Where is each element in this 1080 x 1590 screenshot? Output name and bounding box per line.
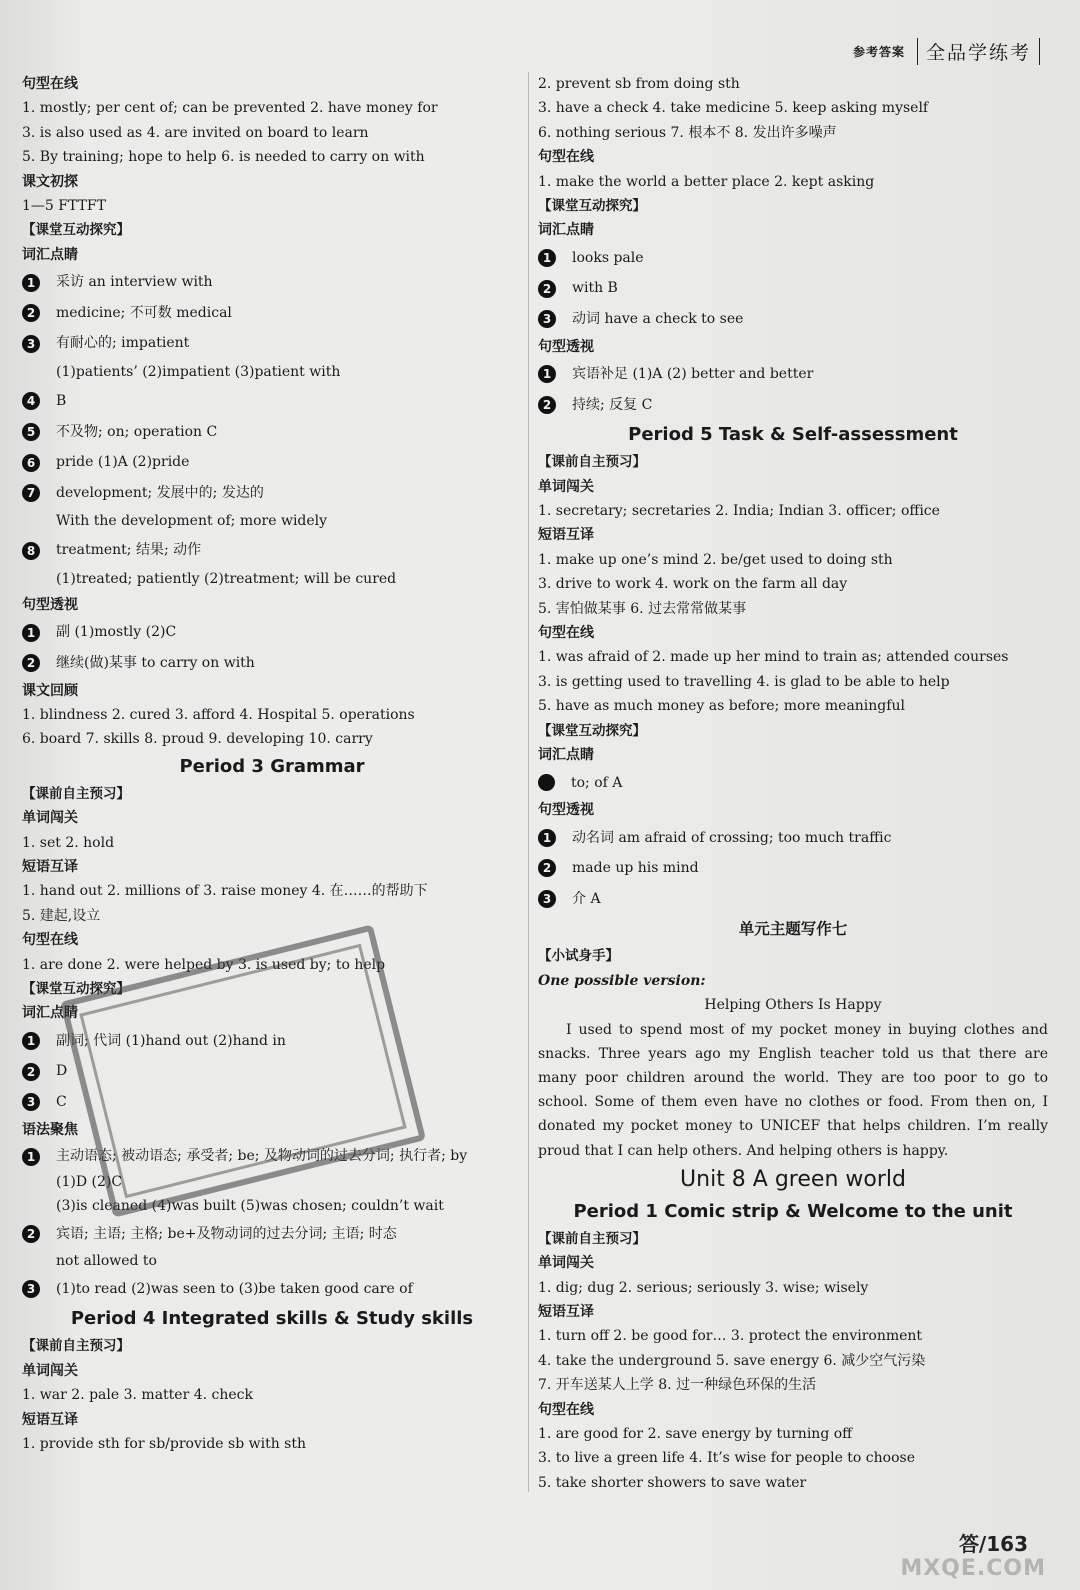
vocab-item: 2 with B (538, 273, 1048, 304)
answer-line: 1. hand out 2. millions of 3. raise money 4. 在……的帮助下 (22, 883, 428, 900)
vocab-item: 5 不及物; on; operation C (22, 417, 522, 448)
period-title: Period 3 Grammar (179, 755, 365, 777)
section-heading: 课文初探 (22, 173, 78, 190)
answer-line: 3. to live a green life 4. It’s wise for people to choose (538, 1450, 915, 1467)
vocab-item: 3 动词 have a check to see (538, 304, 1048, 335)
pattern-item: 2 made up his mind (538, 853, 1048, 884)
item-number: 1 (538, 829, 556, 847)
vocab-item: 1 采访 an interview with (22, 267, 522, 298)
item-number: 2 (538, 396, 556, 414)
essay-body: I used to spend most of my pocket money in buying clothes and snacks. Three years ago my English teacher told us that there are many poor children around the world. They are too poor to go to school. Some of them even have no clothes or food. From then on, I donated my pocket money to UNICEF that helps children. I’m really proud that I can help others. And helping others is happy. (538, 1021, 1048, 1159)
column-divider (528, 72, 529, 1492)
section-heading: 短语互译 (22, 1411, 78, 1428)
vocab-item: to; of A (538, 768, 1048, 799)
answer-line: 3. drive to work 4. work on the farm all day (538, 576, 848, 593)
item-number: 2 (22, 1225, 40, 1243)
item-number: 6 (22, 454, 40, 472)
answer-line: 1. set 2. hold (22, 834, 115, 851)
answer-line: 1—5 FTTFT (22, 198, 106, 215)
answer-line: 5. By training; hope to help 6. is needed to carry on with (22, 149, 425, 166)
answer-line: 5. 建起,设立 (22, 907, 101, 924)
vocab-item: 1 副词; 代词 (1)hand out (2)hand in (22, 1026, 522, 1057)
item-number: 1 (538, 365, 556, 383)
item-number: 4 (22, 392, 40, 410)
pattern-item: 1 动名词 am afraid of crossing; too much traffic (538, 823, 1048, 854)
grammar-subline: (1)D (2)C (56, 1174, 123, 1191)
page-number: 答/163 (958, 1532, 1028, 1556)
item-number: 3 (22, 1280, 40, 1298)
item-number: 3 (538, 890, 556, 908)
section-heading: 词汇点睛 (22, 1005, 78, 1022)
section-heading: 句型在线 (538, 149, 594, 166)
bracket-heading: 【课前自主预习】 (538, 454, 646, 471)
grammar-item: 1 主动语态; 被动语态; 承受者; be; 及物动词的过去分词; 执行者; by (22, 1142, 522, 1170)
answer-line: 5. have as much money as before; more meaningful (538, 698, 905, 715)
section-heading: 句型在线 (22, 76, 78, 92)
vocab-item: 2 D (22, 1056, 522, 1087)
item-number: 1 (22, 1148, 40, 1166)
writing-title: 单元主题写作七 (738, 920, 848, 939)
item-number: 1 (538, 249, 556, 267)
section-heading: 词汇点睛 (22, 246, 78, 263)
vocab-item: 8 treatment; 结果; 动作 (22, 535, 522, 566)
answer-line: 6. nothing serious 7. 根本不 8. 发出许多噪声 (538, 124, 837, 141)
answer-line: 6. board 7. skills 8. proud 9. developing 10. carry (22, 731, 373, 748)
page-header (853, 38, 1040, 65)
answer-line: 1. make up one’s mind 2. be/get used to doing sth (538, 551, 893, 568)
section-heading: 单词闯关 (538, 1255, 594, 1272)
answer-line: 7. 开车送某人上学 8. 过一种绿色环保的生活 (538, 1377, 817, 1394)
header-reference-label: 参考答案 (852, 45, 905, 59)
grammar-subline: not allowed to (56, 1253, 157, 1270)
answer-line: 1. mostly; per cent of; can be prevented 2. have money for (22, 100, 438, 117)
pattern-item: 1 宾语补足 (1)A (2) better and better (538, 359, 1048, 390)
pattern-item: 2 继续(做)某事 to carry on with (22, 648, 522, 679)
answer-line: 1. turn off 2. be good for… 3. protect the environment (538, 1328, 923, 1345)
item-number: 1 (22, 1032, 40, 1050)
header-brand: 全品学练考 (917, 38, 1040, 65)
answer-line: 3. is also used as 4. are invited on board to learn (22, 124, 369, 141)
section-heading: 语法聚焦 (22, 1121, 78, 1138)
grammar-subline: (3)is cleaned (4)was built (5)was chosen; couldn’t wait (56, 1198, 444, 1215)
item-number: 1 (22, 624, 40, 642)
pattern-item: 1 副 (1)mostly (2)C (22, 617, 522, 648)
grammar-item: 2 宾语; 主语; 主格; be+及物动词的过去分词; 主语; 时态 (22, 1219, 522, 1250)
section-heading: 短语互译 (538, 527, 594, 544)
item-number: 2 (538, 859, 556, 877)
section-heading: 句型在线 (538, 1401, 594, 1418)
vocab-subline: (1)patients’ (2)impatient (3)patient with (56, 364, 341, 381)
bracket-heading: 【小试身手】 (538, 948, 619, 965)
answer-line: 1. dig; dug 2. serious; seriously 3. wise; wisely (538, 1279, 869, 1296)
section-heading: 词汇点睛 (538, 747, 594, 764)
bracket-heading: 【课前自主预习】 (538, 1230, 646, 1247)
section-heading: 单词闯关 (538, 478, 594, 495)
answer-line: 3. is getting used to travelling 4. is glad to be able to help (538, 673, 950, 690)
item-number: 2 (22, 304, 40, 322)
bracket-heading: 【课堂互动探究】 (22, 981, 130, 998)
item-number: 3 (22, 335, 40, 353)
bracket-heading: 【课前自主预习】 (22, 785, 130, 802)
vocab-item: 3 C (22, 1087, 522, 1118)
bracket-heading: 【课堂互动探究】 (538, 198, 646, 215)
period-title: Period 4 Integrated skills & Study skills (70, 1308, 474, 1330)
item-number: 2 (22, 1063, 40, 1081)
bracket-heading: 【课堂互动探究】 (22, 222, 130, 239)
period-title: Period 1 Comic strip & Welcome to the unit (573, 1200, 1013, 1222)
pattern-item: 2 持续; 反复 C (538, 390, 1048, 421)
pattern-item: 3 介 A (538, 884, 1048, 915)
essay-title: Helping Others Is Happy (704, 997, 882, 1014)
item-number: 2 (22, 654, 40, 672)
bracket-heading: 【课前自主预习】 (22, 1338, 130, 1355)
answer-line: 1. was afraid of 2. made up her mind to train as; attended courses (538, 649, 1009, 666)
section-heading: 短语互译 (22, 859, 78, 876)
bullet-icon (538, 774, 555, 791)
answer-line: 4. take the underground 5. save energy 6. 减少空气污染 (538, 1352, 926, 1369)
vocab-item: 4 B (22, 386, 522, 417)
answer-line: 5. take shorter showers to save water (538, 1474, 807, 1491)
bracket-heading: 【课堂互动探究】 (538, 722, 646, 739)
answer-line: 3. have a check 4. take medicine 5. keep asking myself (538, 100, 929, 117)
section-heading: 词汇点睛 (538, 222, 594, 239)
vocab-subline: With the development of; more widely (56, 513, 328, 530)
vocab-item: 2 medicine; 不可数 medical (22, 298, 522, 329)
vocab-item: 7 development; 发展中的; 发达的 (22, 478, 522, 509)
item-number: 3 (538, 310, 556, 328)
answer-line: 2. prevent sb from doing sth (538, 76, 740, 92)
vocab-subline: (1)treated; patiently (2)treatment; will be cured (56, 571, 397, 587)
section-heading: 句型在线 (22, 932, 78, 949)
section-heading: 单词闯关 (22, 1362, 78, 1379)
answer-line: 1. secretary; secretaries 2. India; Indian 3. officer; office (538, 503, 940, 520)
left-column (22, 72, 522, 1457)
item-number: 5 (22, 423, 40, 441)
answer-line: 1. are done 2. were helped by 3. is used by; to help (22, 956, 386, 973)
answer-line: 1. make the world a better place 2. kept asking (538, 173, 875, 190)
section-heading: 句型透视 (538, 338, 594, 355)
grammar-item: 3 (1)to read (2)was seen to (3)be taken good care of (22, 1274, 522, 1305)
answer-line: 5. 害怕做某事 6. 过去常常做某事 (538, 600, 747, 617)
section-heading: 句型透视 (22, 597, 78, 613)
section-heading: 句型透视 (538, 802, 594, 819)
item-number: 7 (22, 484, 40, 502)
site-watermark: MXQE.COM (900, 1556, 1046, 1581)
section-heading: 单词闯关 (22, 810, 78, 827)
item-number: 8 (22, 542, 40, 560)
answer-line: 1. provide sth for sb/provide sb with sth (22, 1436, 307, 1453)
answer-line: 1. blindness 2. cured 3. afford 4. Hospital 5. operations (22, 707, 415, 723)
item-number: 3 (22, 1093, 40, 1111)
section-heading: 短语互译 (538, 1303, 594, 1320)
vocab-item: 3 有耐心的; impatient (22, 328, 522, 359)
item-number: 1 (22, 274, 40, 292)
period-title: Period 5 Task & Self-assessment (628, 424, 958, 446)
unit-title: Unit 8 A green world (680, 1166, 906, 1192)
answer-line: 1. war 2. pale 3. matter 4. check (22, 1387, 253, 1404)
section-heading: 课文回顾 (22, 682, 78, 699)
answer-line: 1. are good for 2. save energy by turning off (538, 1425, 853, 1442)
vocab-item: 6 pride (1)A (2)pride (22, 447, 522, 478)
vocab-item: 1 looks pale (538, 243, 1048, 274)
right-column (538, 72, 1048, 1495)
section-heading: 句型在线 (538, 625, 594, 642)
item-number: 2 (538, 280, 556, 298)
version-label: One possible version: (538, 972, 706, 989)
